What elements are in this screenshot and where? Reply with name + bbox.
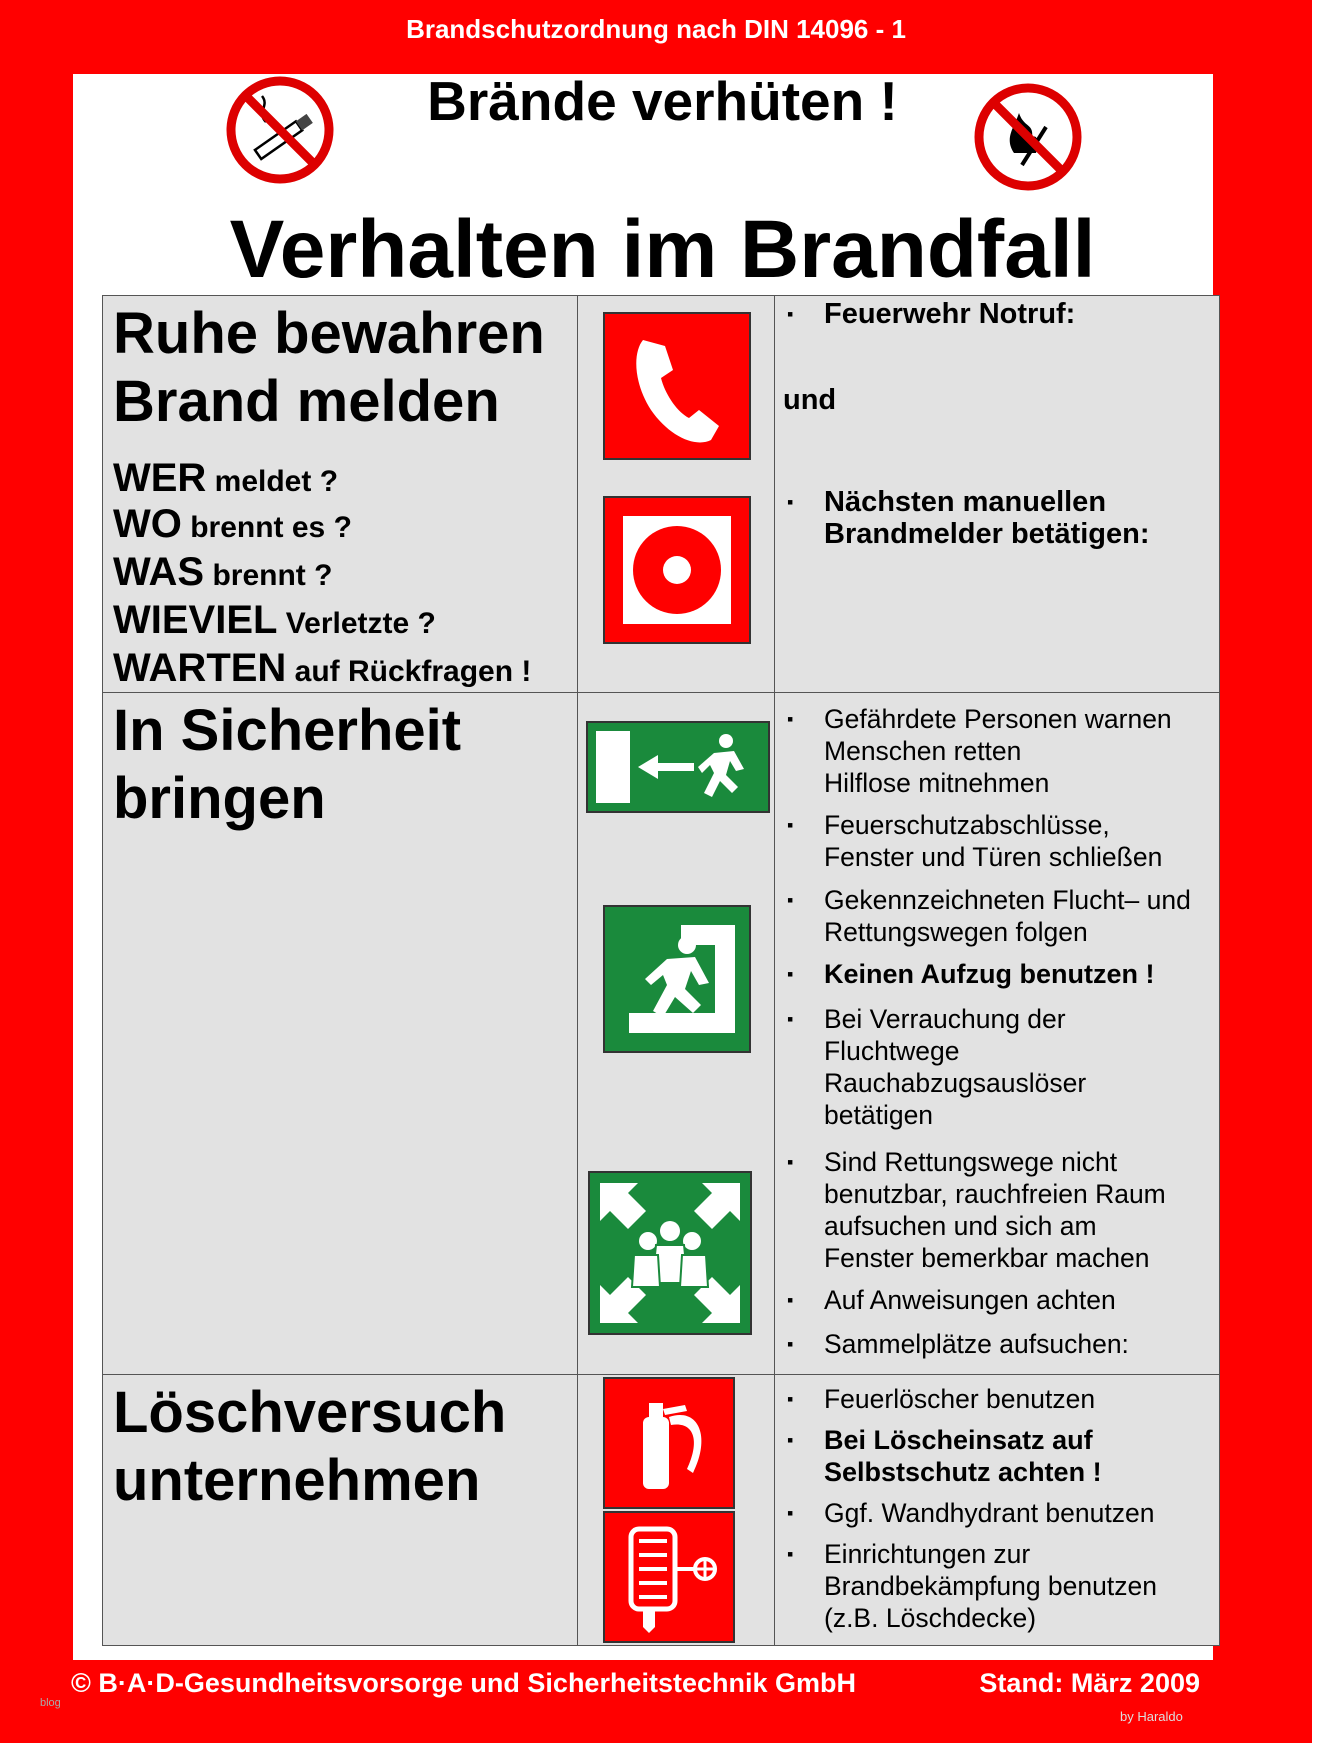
table-row xyxy=(103,693,1220,1375)
fire-extinguisher-icon xyxy=(603,1377,735,1509)
alarm-action-cell xyxy=(775,296,1220,693)
safety-action-cell xyxy=(775,693,1220,1375)
safety-heading xyxy=(113,697,577,833)
fire-alarm-button-icon xyxy=(603,496,751,644)
list-item: ▪ Bei Verrauchung der Fluchtwege Rauchabzugsauslöser betätigen xyxy=(787,1004,1087,1130)
question-how-many: WIEVIEL Verletzte ? xyxy=(113,598,436,642)
exit-arrow-icon xyxy=(586,721,770,813)
instruction-table xyxy=(102,295,1220,1646)
extinguish-heading xyxy=(113,1379,577,1515)
footer-copyright: © B·A·D-Gesundheitsvorsorge und Sicherheitstechnik GmbH xyxy=(71,1668,857,1698)
question-where: WO brennt es ? xyxy=(113,502,352,546)
alarm-heading xyxy=(113,300,577,436)
list-item: ▪ Sammelplätze aufsuchen: xyxy=(787,1329,1129,1359)
footer xyxy=(71,1668,1211,1708)
list-item: ▪ Gefährdete Personen warnen Menschen retten Hilflose mitnehmen xyxy=(787,704,1172,798)
alarm-sign-cell xyxy=(578,296,775,693)
footer-date: Stand: März 2009 xyxy=(979,1668,1200,1698)
list-item: ▪ Feuerlöscher benutzen xyxy=(787,1384,1096,1414)
watermark-left: blog xyxy=(40,1697,61,1709)
list-item: ▪ Ggf. Wandhydrant benutzen xyxy=(787,1498,1155,1528)
emergency-exit-icon xyxy=(603,905,751,1053)
extinguish-heading-cell xyxy=(103,1375,578,1646)
list-item: ▪ Sind Rettungswege nicht benutzbar, rauchfreien Raum aufsuchen und sich am Fenster bemerkbar machen xyxy=(787,1147,1166,1273)
question-wait: WARTEN auf Rückfragen ! xyxy=(113,646,532,690)
list-item: ▪ Feuerschutzabschlüsse, Fenster und Türen schließen xyxy=(787,810,1163,872)
alarm-heading-line-1: Ruhe bewahren xyxy=(113,301,545,366)
fire-hose-icon xyxy=(603,1511,735,1643)
header-title: Brandschutzordnung nach DIN 14096 - 1 xyxy=(406,14,906,44)
list-item: ▪ Gekennzeichneten Flucht– und Rettungswegen folgen xyxy=(787,885,1191,947)
and-label: und xyxy=(783,384,837,416)
question-what: WAS brennt ? xyxy=(113,550,333,594)
safety-heading-line-2: bringen xyxy=(113,766,326,831)
page-title: Verhalten im Brandfall xyxy=(229,204,1096,295)
extinguish-action-cell xyxy=(775,1375,1220,1646)
table-row xyxy=(103,1375,1220,1646)
alarm-heading-line-2: Brand melden xyxy=(113,369,500,434)
safety-sign-cell xyxy=(578,693,775,1375)
alarm-heading-cell xyxy=(103,296,578,693)
safety-heading-cell xyxy=(103,693,578,1375)
extinguish-heading-line-2: unternehmen xyxy=(113,1448,481,1513)
safety-heading-line-1: In Sicherheit xyxy=(113,698,462,763)
table-row xyxy=(103,296,1220,693)
list-item: ▪ Auf Anweisungen achten xyxy=(787,1285,1116,1315)
extinguish-heading-line-1: Löschversuch xyxy=(113,1380,507,1445)
fire-phone-icon xyxy=(603,312,751,460)
assembly-point-icon xyxy=(588,1171,752,1335)
list-item: ▪ Bei Löscheinsatz auf Selbstschutz achten ! xyxy=(787,1425,1102,1487)
list-item: ▪ Feuerwehr Notruf: xyxy=(787,298,1076,330)
question-who: WER meldet ? xyxy=(113,456,339,500)
list-item: ▪ Nächsten manuellen Brandmelder betätigen: xyxy=(787,486,1150,550)
list-item: ▪ Einrichtungen zur Brandbekämpfung benutzen (z.B. Löschdecke) xyxy=(787,1539,1157,1633)
headline: Brände verhüten ! xyxy=(427,70,898,132)
watermark-right: by Haraldo xyxy=(1120,1709,1183,1724)
list-item: ▪ Keinen Aufzug benutzen ! xyxy=(787,959,1155,989)
extinguish-sign-cell xyxy=(578,1375,775,1646)
